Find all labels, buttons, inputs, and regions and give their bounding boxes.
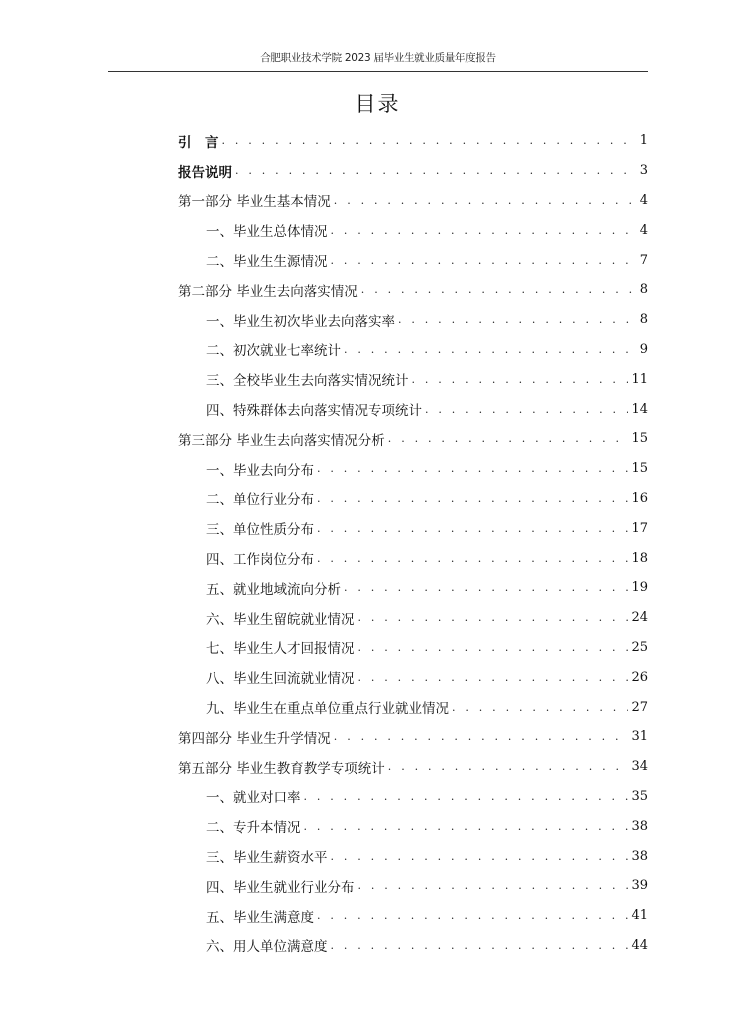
- toc-entry-label: 第一部分 毕业生基本情况: [178, 194, 331, 211]
- toc-entry-label: 就业对口率: [233, 790, 301, 807]
- toc-entry-number: 二、: [206, 343, 233, 360]
- table-of-contents: [178, 126, 648, 960]
- toc-entry-label: 第三部分 毕业生去向落实情况分析: [178, 432, 385, 449]
- toc-entry-page-number: 1: [639, 133, 648, 149]
- toc-entry-number: 二、: [206, 254, 233, 271]
- toc-entry-number: 三、: [206, 850, 233, 867]
- toc-dot-leader: [412, 373, 629, 386]
- toc-entry[interactable]: [178, 454, 648, 484]
- toc-entry-number: 六、: [206, 939, 233, 956]
- toc-dot-leader: [331, 850, 629, 863]
- toc-entry[interactable]: [178, 215, 648, 245]
- toc-entry-page-number: 41: [631, 908, 648, 924]
- toc-entry-page-number: 16: [631, 490, 648, 506]
- toc-entry-page-number: 8: [639, 312, 648, 328]
- toc-entry-label: 报告说明: [178, 164, 232, 181]
- toc-entry-number: 三、: [206, 373, 233, 390]
- toc-dot-leader: [358, 671, 629, 684]
- toc-entry-number: 二、: [206, 820, 233, 837]
- toc-entry-page-number: 3: [639, 163, 648, 179]
- toc-entry[interactable]: [178, 722, 648, 752]
- toc-entry-label: 毕业生总体情况: [233, 224, 328, 241]
- toc-dot-leader: [331, 254, 636, 267]
- toc-entry-label: 毕业生就业行业分布: [233, 879, 355, 896]
- toc-dot-leader: [425, 403, 628, 416]
- toc-entry-label: 单位性质分布: [233, 522, 314, 539]
- toc-entry-label: 第二部分 毕业生去向落实情况: [178, 283, 358, 300]
- toc-entry-label: 初次就业七率统计: [233, 343, 341, 360]
- toc-entry[interactable]: [178, 126, 648, 156]
- toc-dot-leader: [452, 701, 628, 714]
- toc-entry[interactable]: [178, 782, 648, 812]
- toc-dot-leader: [388, 432, 629, 445]
- toc-entry[interactable]: [178, 513, 648, 543]
- toc-entry-page-number: 34: [631, 759, 648, 775]
- toc-entry[interactable]: [178, 394, 648, 424]
- toc-entry-page-number: 9: [639, 341, 648, 357]
- toc-entry-label: 引 言: [178, 134, 219, 151]
- toc-entry-page-number: 14: [631, 401, 648, 417]
- toc-dot-leader: [317, 492, 628, 505]
- toc-entry-number: 一、: [206, 313, 233, 330]
- toc-dot-leader: [304, 790, 629, 803]
- toc-entry[interactable]: [178, 811, 648, 841]
- toc-entry-label: 毕业生初次毕业去向落实率: [233, 313, 395, 330]
- page-header: 合肥职业技术学院 2023 届毕业生就业质量年度报告: [260, 52, 496, 64]
- toc-entry-page-number: 11: [631, 371, 648, 387]
- toc-entry[interactable]: [178, 633, 648, 663]
- toc-dot-leader: [388, 760, 629, 773]
- toc-entry-label: 第四部分 毕业生升学情况: [178, 730, 331, 747]
- toc-entry-number: 四、: [206, 403, 233, 420]
- toc-dot-leader: [317, 552, 628, 565]
- toc-dot-leader: [331, 939, 629, 952]
- toc-dot-leader: [358, 641, 629, 654]
- toc-dot-leader: [358, 879, 629, 892]
- toc-entry-label: 专升本情况: [233, 820, 301, 837]
- header-divider: [108, 71, 648, 72]
- toc-entry-label: 毕业生在重点单位重点行业就业情况: [233, 701, 449, 718]
- toc-entry-page-number: 25: [631, 639, 648, 655]
- toc-entry-label: 毕业生满意度: [233, 909, 314, 926]
- toc-entry-page-number: 4: [639, 192, 648, 208]
- toc-entry[interactable]: [178, 841, 648, 871]
- toc-entry[interactable]: [178, 364, 648, 394]
- toc-entry[interactable]: [178, 692, 648, 722]
- toc-entry-page-number: 38: [631, 848, 648, 864]
- toc-entry[interactable]: [178, 662, 648, 692]
- toc-dot-leader: [344, 343, 635, 356]
- toc-dot-leader: [222, 134, 636, 147]
- toc-entry-number: 五、: [206, 581, 233, 598]
- toc-entry-number: 四、: [206, 879, 233, 896]
- page-title: 目录: [354, 92, 401, 116]
- toc-entry-number: 二、: [206, 492, 233, 509]
- toc-dot-leader: [304, 820, 629, 833]
- toc-dot-leader: [334, 194, 635, 207]
- toc-entry[interactable]: [178, 424, 648, 454]
- toc-entry-label: 第五部分 毕业生教育教学专项统计: [178, 760, 385, 777]
- toc-entry[interactable]: [178, 186, 648, 216]
- toc-entry-page-number: 18: [631, 550, 648, 566]
- toc-dot-leader: [317, 909, 628, 922]
- toc-dot-leader: [235, 164, 635, 177]
- toc-entry-label: 单位行业分布: [233, 492, 314, 509]
- toc-entry-page-number: 38: [631, 818, 648, 834]
- toc-entry[interactable]: [178, 305, 648, 335]
- toc-entry-number: 七、: [206, 641, 233, 658]
- toc-entry-number: 五、: [206, 909, 233, 926]
- toc-entry-page-number: 15: [631, 431, 648, 447]
- toc-entry-label: 用人单位满意度: [233, 939, 328, 956]
- toc-entry-label: 毕业生人才回报情况: [233, 641, 355, 658]
- toc-entry[interactable]: [178, 543, 648, 573]
- toc-dot-leader: [331, 224, 636, 237]
- toc-dot-leader: [334, 730, 629, 743]
- toc-entry[interactable]: [178, 245, 648, 275]
- toc-entry-page-number: 35: [631, 788, 648, 804]
- toc-entry-page-number: 26: [631, 669, 648, 685]
- toc-entry[interactable]: [178, 603, 648, 633]
- toc-entry-number: 三、: [206, 522, 233, 539]
- toc-dot-leader: [317, 522, 628, 535]
- toc-entry-label: 毕业生留皖就业情况: [233, 611, 355, 628]
- toc-entry-page-number: 31: [631, 729, 648, 745]
- toc-entry-page-number: 8: [639, 282, 648, 298]
- toc-entry[interactable]: [178, 156, 648, 186]
- toc-entry-number: 六、: [206, 611, 233, 628]
- toc-entry[interactable]: [178, 335, 648, 365]
- toc-dot-leader: [398, 313, 635, 326]
- toc-entry-number: 九、: [206, 701, 233, 718]
- toc-entry[interactable]: [178, 275, 648, 305]
- toc-entry-page-number: 24: [631, 610, 648, 626]
- toc-entry[interactable]: [178, 931, 648, 961]
- toc-entry-page-number: 44: [631, 937, 648, 953]
- toc-entry-number: 四、: [206, 552, 233, 569]
- toc-entry-page-number: 7: [639, 252, 648, 268]
- toc-entry-page-number: 17: [631, 520, 648, 536]
- toc-entry-label: 毕业去向分布: [233, 462, 314, 479]
- toc-entry-label: 特殊群体去向落实情况专项统计: [233, 403, 422, 420]
- toc-entry-number: 八、: [206, 671, 233, 688]
- toc-entry[interactable]: [178, 752, 648, 782]
- toc-entry-label: 毕业生回流就业情况: [233, 671, 355, 688]
- toc-entry-label: 毕业生薪资水平: [233, 850, 328, 867]
- toc-dot-leader: [344, 581, 628, 594]
- toc-entry-page-number: 4: [639, 222, 648, 238]
- toc-entry-number: 一、: [206, 462, 233, 479]
- toc-entry-page-number: 19: [631, 580, 648, 596]
- toc-entry-page-number: 15: [631, 461, 648, 477]
- toc-entry[interactable]: [178, 573, 648, 603]
- toc-entry-number: 一、: [206, 224, 233, 241]
- toc-entry-page-number: 27: [631, 699, 648, 715]
- toc-entry[interactable]: [178, 871, 648, 901]
- toc-entry-page-number: 39: [631, 878, 648, 894]
- toc-dot-leader: [358, 611, 629, 624]
- toc-entry-label: 全校毕业生去向落实情况统计: [233, 373, 409, 390]
- toc-entry-label: 毕业生生源情况: [233, 254, 328, 271]
- toc-entry[interactable]: [178, 901, 648, 931]
- toc-entry[interactable]: [178, 484, 648, 514]
- toc-entry-label: 工作岗位分布: [233, 552, 314, 569]
- toc-dot-leader: [317, 462, 628, 475]
- toc-dot-leader: [361, 283, 635, 296]
- toc-entry-number: 一、: [206, 790, 233, 807]
- toc-entry-label: 就业地域流向分析: [233, 581, 341, 598]
